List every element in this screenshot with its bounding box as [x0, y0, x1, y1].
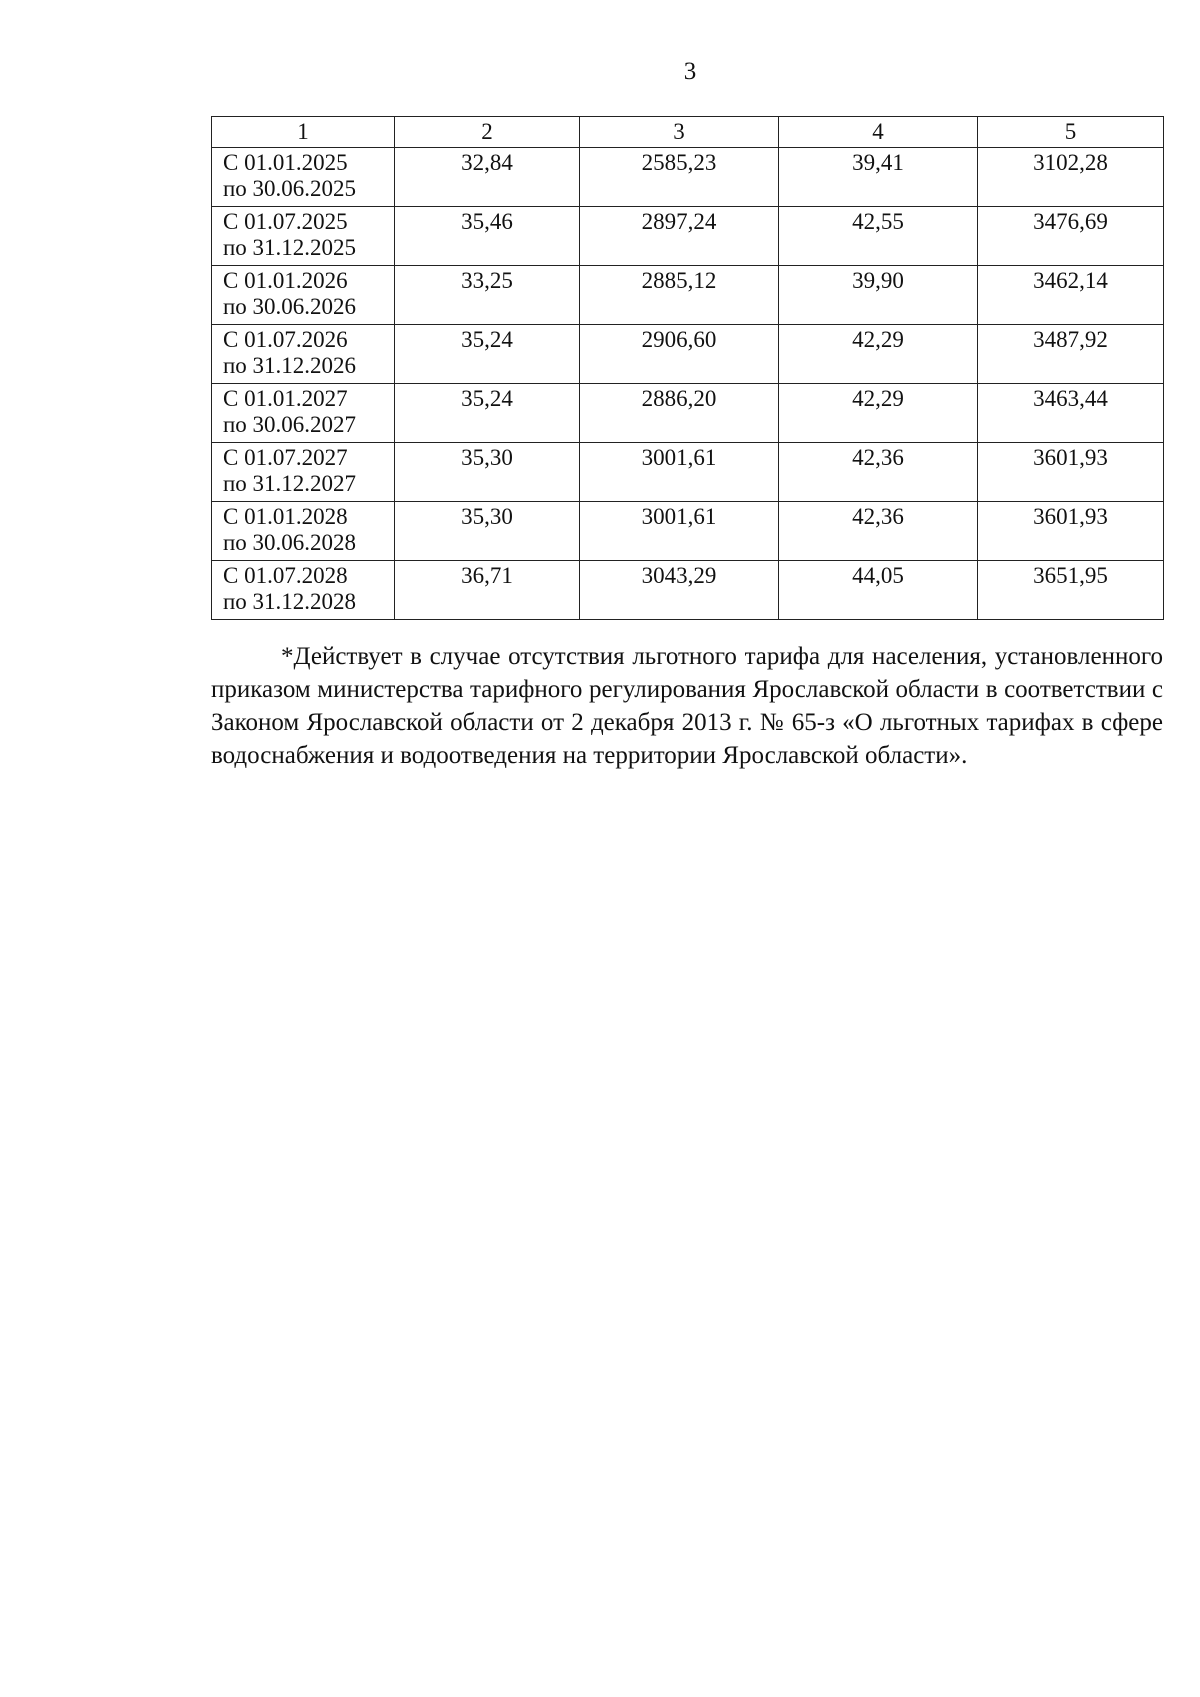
period-to: по 31.12.2028 — [223, 589, 357, 614]
period-from: С 01.07.2028 — [223, 563, 348, 588]
table-row — [212, 207, 1164, 266]
period-cell — [212, 148, 395, 207]
header-col-4: 4 — [779, 117, 978, 148]
value-col-3: 3001,61 — [580, 502, 779, 561]
value-col-5: 3462,14 — [978, 266, 1164, 325]
period-cell — [212, 561, 395, 620]
period-cell — [212, 502, 395, 561]
table-row — [212, 325, 1164, 384]
table-body — [212, 148, 1164, 620]
header-col-3: 3 — [580, 117, 779, 148]
period-to: по 30.06.2026 — [223, 294, 357, 319]
period-to: по 31.12.2027 — [223, 471, 357, 496]
value-col-3: 3001,61 — [580, 443, 779, 502]
value-col-2: 35,24 — [395, 384, 580, 443]
footnote-text: *Действует в случае отсутствия льготного тарифа для населения, установленного приказом министерства тарифного регулирования Ярославской области в соответствии с Законом Ярославской области от 2 декабря 2013 г. № 65-з «О льготных тарифах в сфере водоснабжения и водоотведения на территории Ярославской области». — [211, 643, 1163, 769]
value-col-5: 3102,28 — [978, 148, 1164, 207]
value-col-2: 35,30 — [395, 443, 580, 502]
table-row — [212, 148, 1164, 207]
value-col-3: 2885,12 — [580, 266, 779, 325]
table-row — [212, 561, 1164, 620]
value-col-4: 39,41 — [779, 148, 978, 207]
value-col-3: 2886,20 — [580, 384, 779, 443]
period-to: по 31.12.2025 — [223, 235, 357, 260]
table-row — [212, 384, 1164, 443]
table-row — [212, 266, 1164, 325]
period-from: С 01.01.2027 — [223, 386, 348, 411]
table-header — [212, 117, 1164, 148]
table-row — [212, 443, 1164, 502]
header-col-5: 5 — [978, 117, 1164, 148]
value-col-4: 42,29 — [779, 384, 978, 443]
value-col-5: 3601,93 — [978, 502, 1164, 561]
value-col-4: 42,36 — [779, 443, 978, 502]
header-col-1: 1 — [212, 117, 395, 148]
value-col-5: 3651,95 — [978, 561, 1164, 620]
period-to: по 30.06.2027 — [223, 412, 357, 437]
value-col-4: 42,36 — [779, 502, 978, 561]
period-from: С 01.07.2027 — [223, 445, 348, 470]
period-from: С 01.07.2025 — [223, 209, 348, 234]
period-from: С 01.01.2028 — [223, 504, 348, 529]
value-col-2: 35,30 — [395, 502, 580, 561]
period-cell — [212, 325, 395, 384]
period-cell — [212, 443, 395, 502]
value-col-2: 35,24 — [395, 325, 580, 384]
period-from: С 01.01.2026 — [223, 268, 348, 293]
value-col-5: 3487,92 — [978, 325, 1164, 384]
value-col-5: 3601,93 — [978, 443, 1164, 502]
period-to: по 30.06.2025 — [223, 176, 357, 201]
value-col-4: 42,55 — [779, 207, 978, 266]
period-from: С 01.07.2026 — [223, 327, 348, 352]
value-col-4: 42,29 — [779, 325, 978, 384]
value-col-5: 3476,69 — [978, 207, 1164, 266]
value-col-2: 35,46 — [395, 207, 580, 266]
value-col-2: 32,84 — [395, 148, 580, 207]
value-col-5: 3463,44 — [978, 384, 1164, 443]
value-col-3: 2906,60 — [580, 325, 779, 384]
value-col-2: 36,71 — [395, 561, 580, 620]
value-col-3: 2585,23 — [580, 148, 779, 207]
value-col-4: 44,05 — [779, 561, 978, 620]
header-row — [212, 117, 1164, 148]
period-from: С 01.01.2025 — [223, 150, 348, 175]
header-col-2: 2 — [395, 117, 580, 148]
page-number: 3 — [683, 58, 697, 85]
value-col-3: 3043,29 — [580, 561, 779, 620]
period-cell — [212, 384, 395, 443]
period-cell — [212, 207, 395, 266]
table-row — [212, 502, 1164, 561]
value-col-3: 2897,24 — [580, 207, 779, 266]
tariff-table — [211, 116, 1164, 620]
period-cell — [212, 266, 395, 325]
value-col-2: 33,25 — [395, 266, 580, 325]
period-to: по 31.12.2026 — [223, 353, 357, 378]
period-to: по 30.06.2028 — [223, 530, 357, 555]
value-col-4: 39,90 — [779, 266, 978, 325]
